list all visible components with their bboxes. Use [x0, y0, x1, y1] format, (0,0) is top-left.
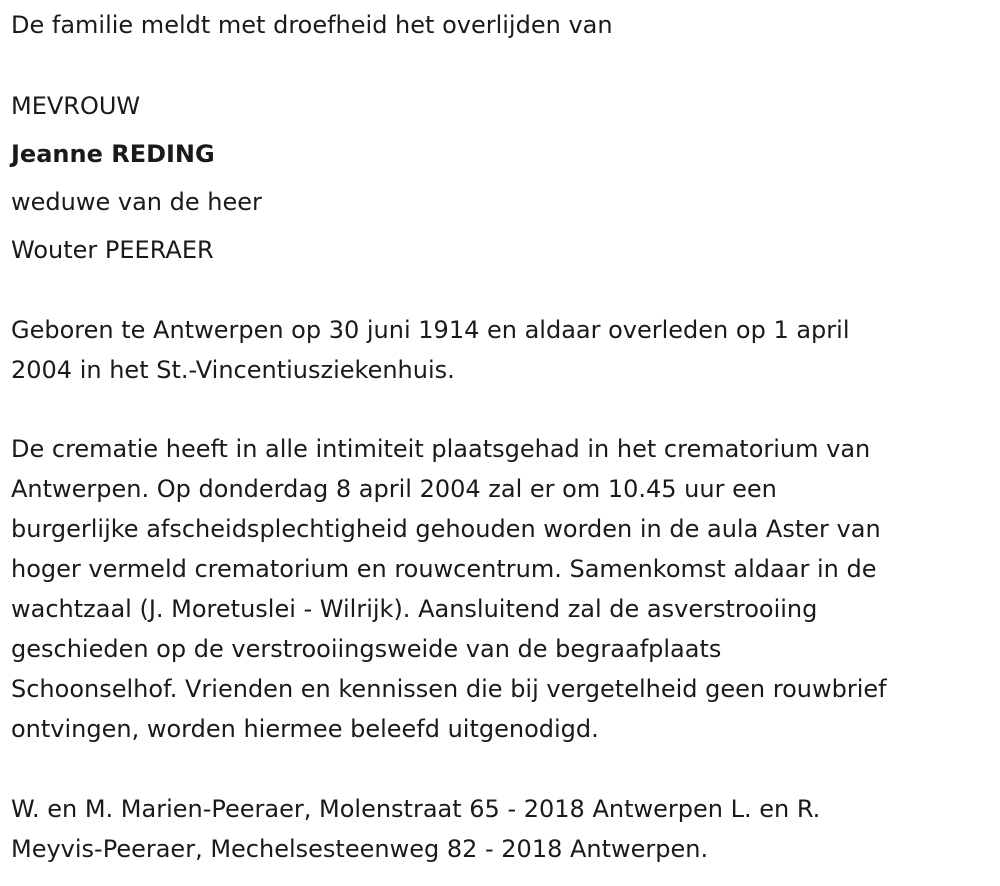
deceased-name: Jeanne REDING: [11, 140, 215, 168]
spouse-name: Wouter PEERAER: [11, 236, 214, 264]
honorific-title: MEVROUW: [11, 92, 141, 120]
relation-text: weduwe van de heer: [11, 188, 262, 216]
intro-text: De familie meldt met droefheid het overlijden van: [11, 11, 613, 39]
birth-death-paragraph: Geboren te Antwerpen op 30 juni 1914 en aldaar overleden op 1 april 2004 in het St.-Vincentiusziekenhuis.: [11, 316, 850, 384]
family-addresses: W. en M. Marien-Peeraer, Molenstraat 65 - 2018 Antwerpen L. en R. Meyvis-Peeraer, Mechelsesteenweg 82 - 2018 Antwerpen.: [11, 795, 821, 863]
ceremony-paragraph: De crematie heeft in alle intimiteit plaatsgehad in het crematorium van Antwerpen. Op donderdag 8 april 2004 zal er om 10.45 uur een burgerlijke afscheidsplechtigheid gehouden worden in de aula Aster van hoger vermeld crematorium en rouwcentrum. Samenkomst aldaar in de wachtzaal (J. Moretuslei - Wilrijk). Aansluitend zal de asverstrooiing geschieden op de verstrooiingsweide van de begraafplaats Schoonselhof. Vrienden en kennissen die bij vergetelheid geen rouwbrief ontvingen, worden hiermee beleefd uitgenodigd.: [11, 435, 887, 743]
